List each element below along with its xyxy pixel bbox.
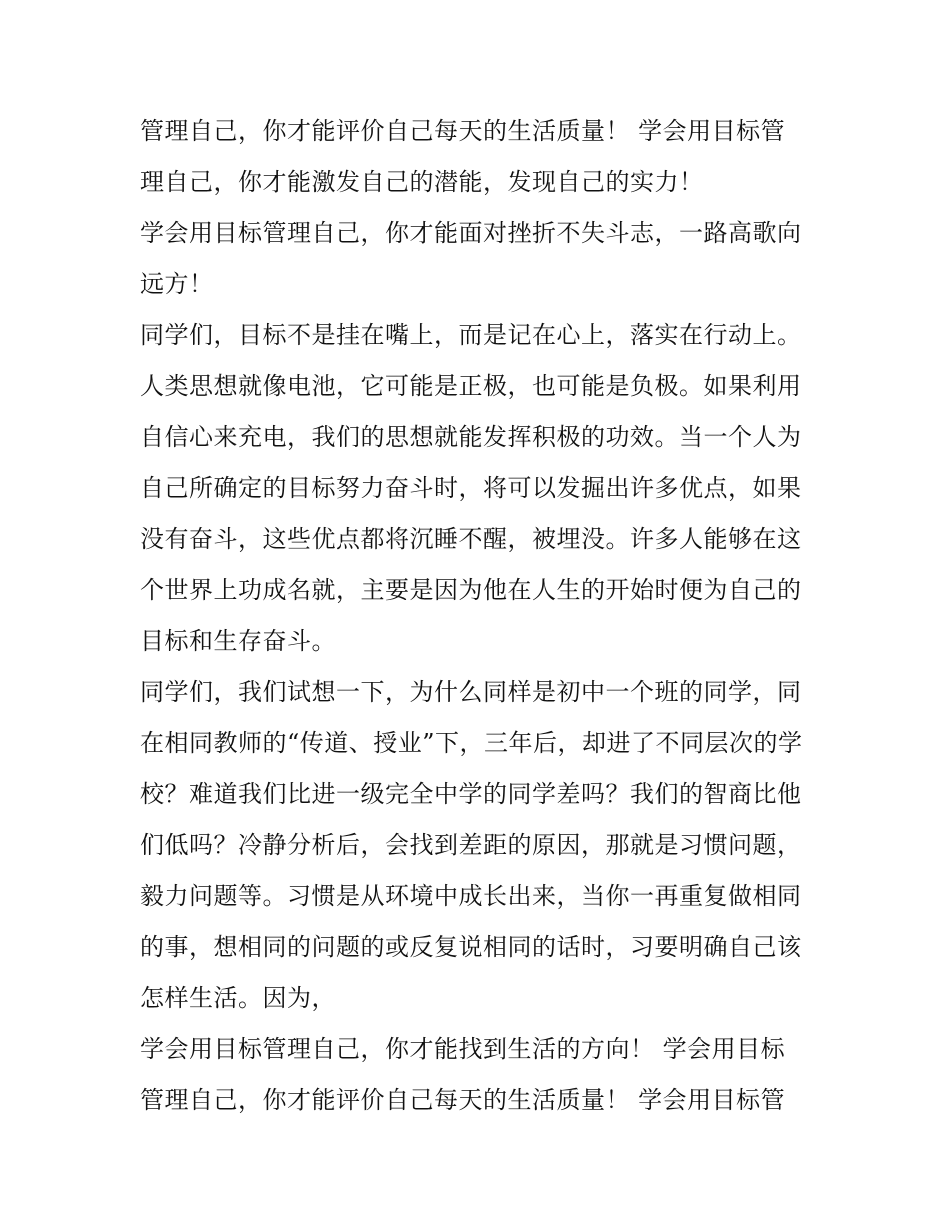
text-line: 没有奋斗，这些优点都将沉睡不醒，被埋没。许多人能够在这 xyxy=(140,525,802,553)
body-text xyxy=(140,106,830,1126)
text-line: 理自己，你才能激发自己的潜能，发现自己的实力！ xyxy=(140,168,704,196)
text-line: 同学们，我们试想一下，为什么同样是初中一个班的同学，同 xyxy=(140,678,802,706)
text-line: 管理自己，你才能评价自己每天的生活质量！ 学会用目标管 xyxy=(140,117,786,145)
text-line: 校？难道我们比进一级完全中学的同学差吗？我们的智商比他 xyxy=(140,780,802,808)
text-line: 同学们，目标不是挂在嘴上，而是记在心上，落实在行动上。 xyxy=(140,321,802,349)
text-line: 学会用目标管理自己，你才能面对挫折不失斗志，一路高歌向 xyxy=(140,219,802,247)
text-line: 目标和生存奋斗。 xyxy=(140,627,336,655)
text-line: 自己所确定的目标努力奋斗时，将可以发掘出许多优点，如果 xyxy=(140,474,802,502)
text-line: 的事，想相同的问题的或反复说相同的话时，习要明确自己该 xyxy=(140,933,802,961)
text-line: 们低吗？冷静分析后，会找到差距的原因，那就是习惯问题， xyxy=(140,831,802,859)
text-line: 怎样生活。因为， xyxy=(140,984,336,1012)
text-line: 管理自己，你才能评价自己每天的生活质量！ 学会用目标管 xyxy=(140,1086,786,1114)
text-line: 个世界上功成名就，主要是因为他在人生的开始时便为自己的 xyxy=(140,576,802,604)
text-line: 人类思想就像电池，它可能是正极，也可能是负极。如果利用 xyxy=(140,372,802,400)
text-line: 毅力问题等。习惯是从环境中成长出来，当你一再重复做相同 xyxy=(140,882,802,910)
text-line: 学会用目标管理自己，你才能找到生活的方向！ 学会用目标 xyxy=(140,1035,786,1063)
text-line: 自信心来充电，我们的思想就能发挥积极的功效。当一个人为 xyxy=(140,423,802,451)
text-line: 在相同教师的“传道、授业”下，三年后，却进了不同层次的学 xyxy=(140,729,803,757)
text-line: 远方！ xyxy=(140,270,214,298)
